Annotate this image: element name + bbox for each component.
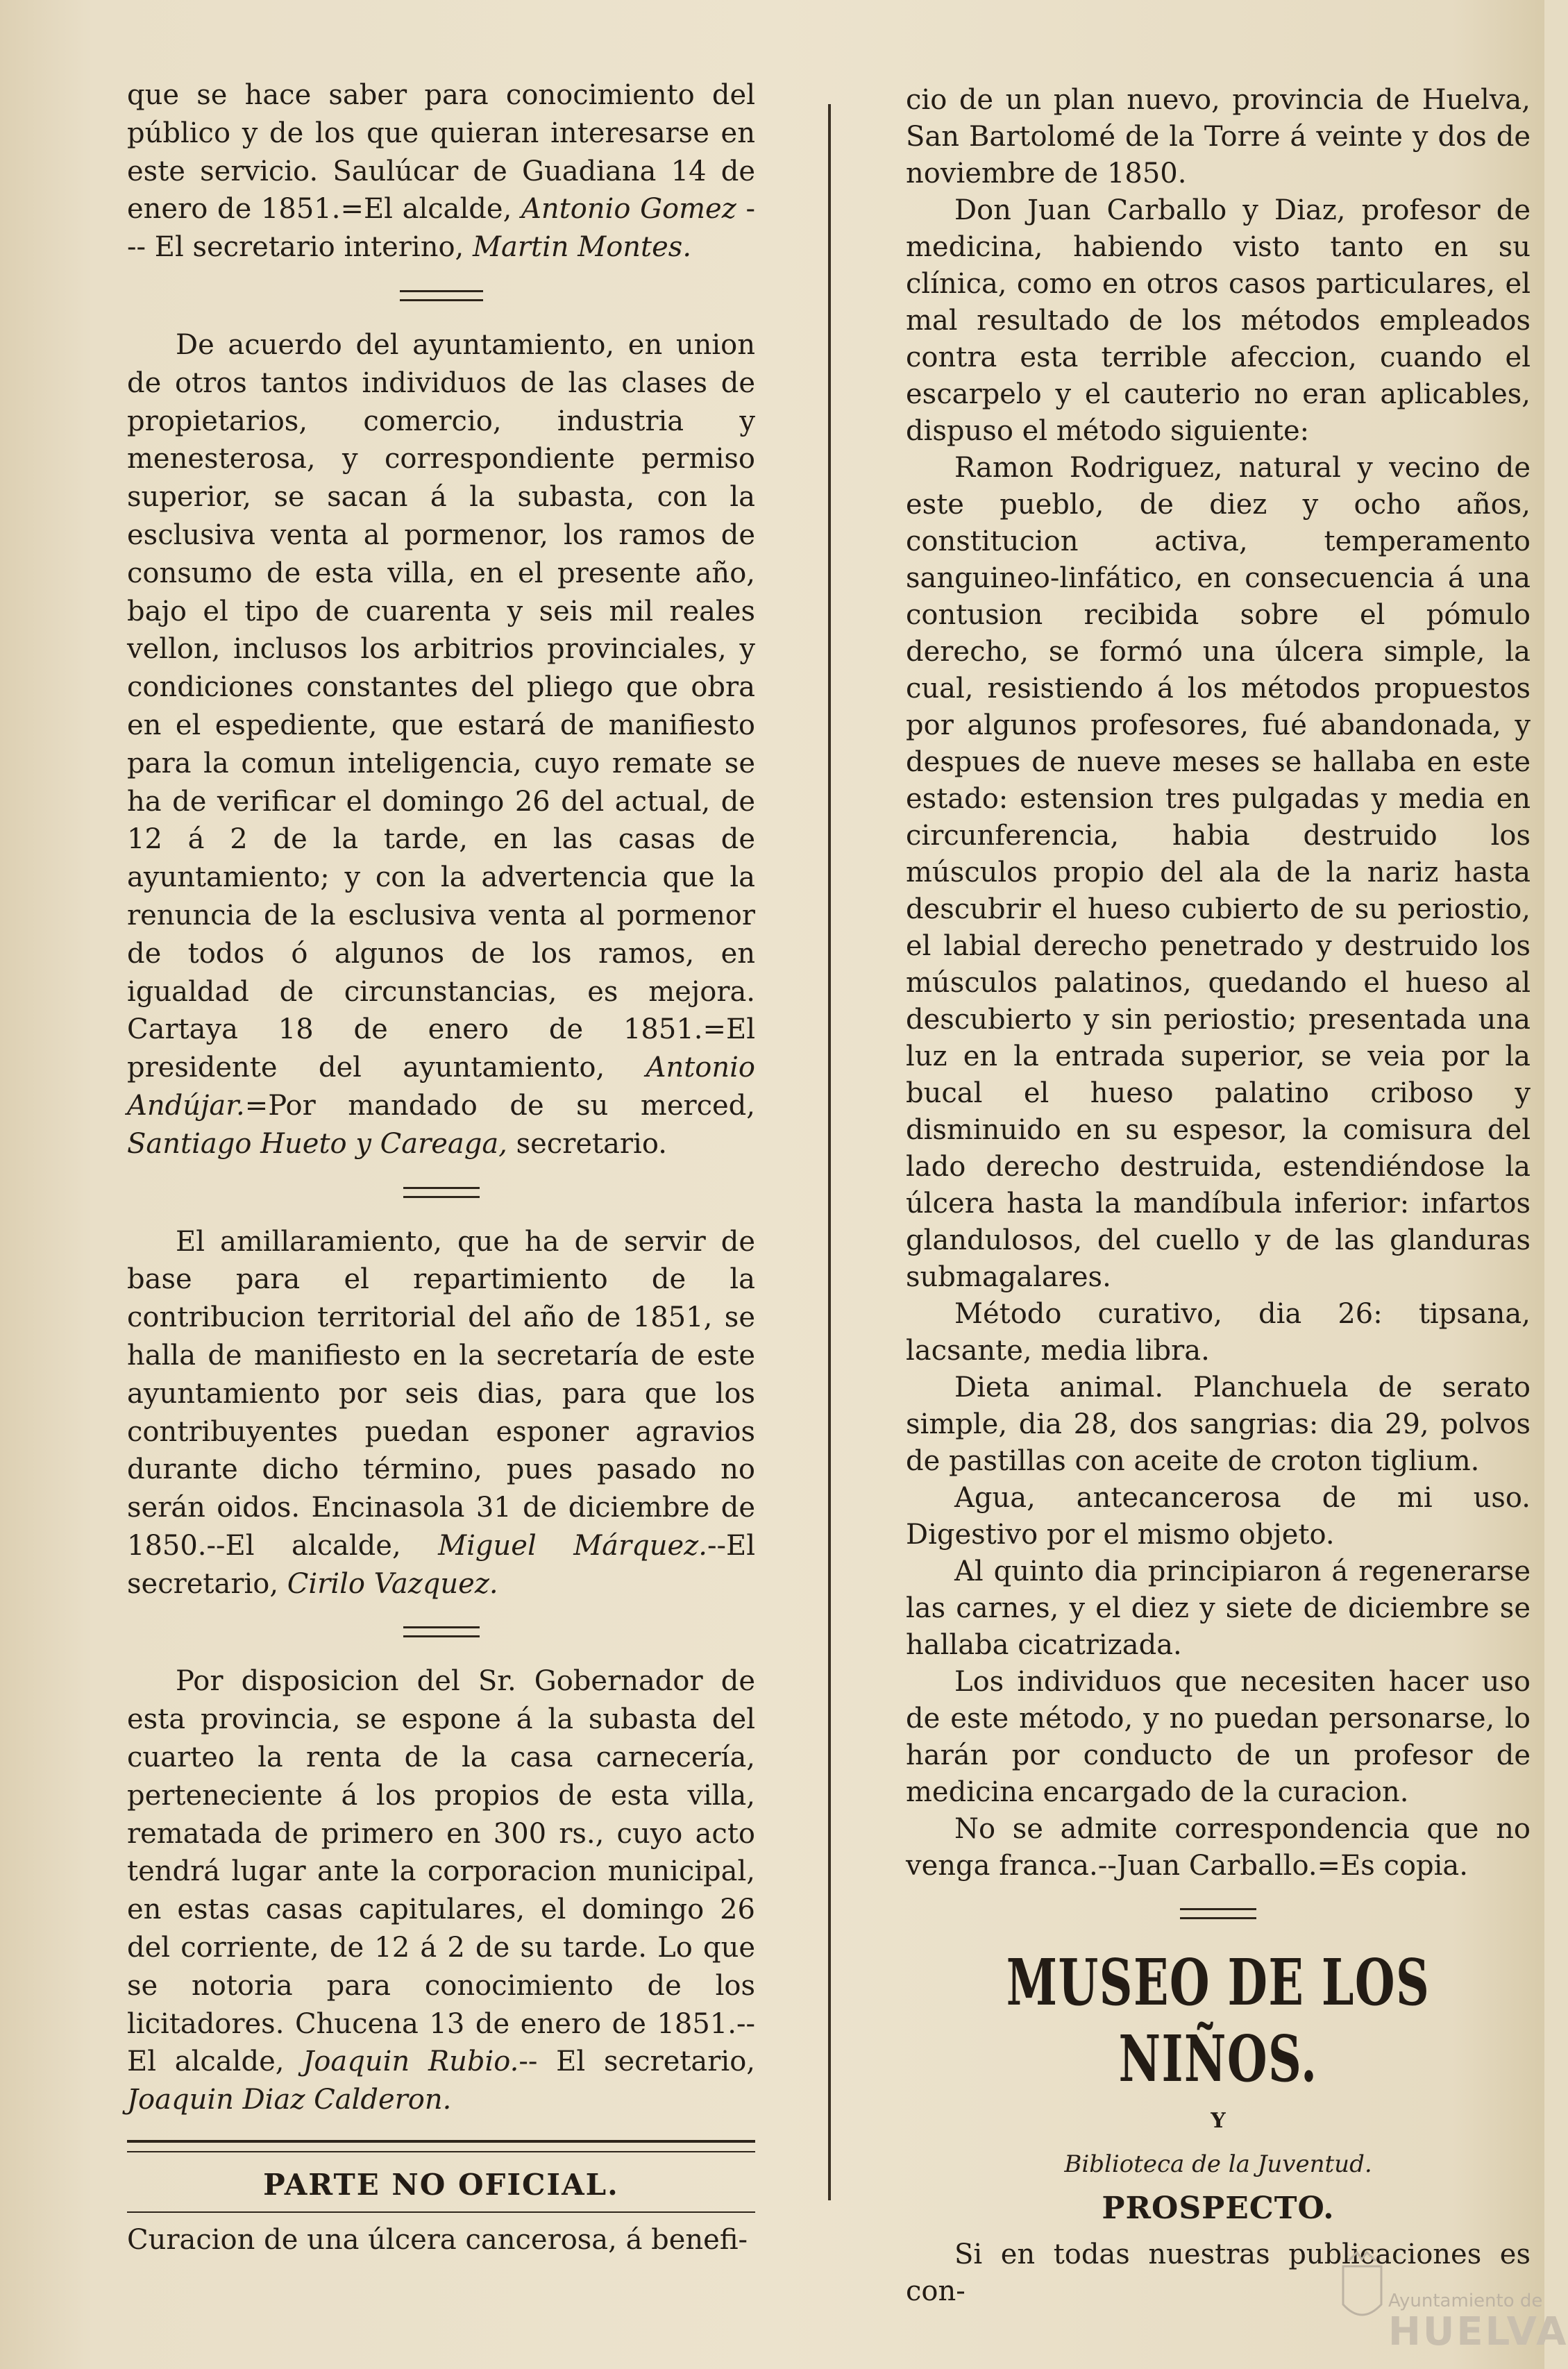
- right-column: [906, 82, 1531, 2310]
- article-paragraph: No se admite correspondencia que no venga franca.--Juan Carballo.=Es copia.: [906, 1813, 1531, 1882]
- masthead-conjunction: Y: [1211, 2109, 1226, 2133]
- section-divider: [127, 2140, 755, 2152]
- prospectus-opening: Si en todas nuestras publicaciones es con-: [906, 2239, 1531, 2307]
- signature-alcalde: Joaquin Rubio.: [303, 2046, 519, 2078]
- article-paragraph: Al quinto dia principiaron á regenerarse las carnes, y el diez y siete de diciembre se hallaba cicatrizada.: [906, 1556, 1531, 1661]
- signature-alcalde: Antonio Gomez: [521, 193, 736, 226]
- section-rule: [127, 2211, 755, 2213]
- notice-chucena-text: Por disposicion del Sr. Gobernador de esta provincia, se espone á la subasta del cuarteo la renta de la casa carnecería, perteneciente á los propios de esta villa, rematada de primero en 300 rs., cuyo acto tendrá lugar ante la corporacion municipal, en estas casas capitulares, el domingo 26 del corriente, de 12 á 2 de su tarde. Lo que se notoria para conocimiento de los licitadores. Chucena 13 de enero de 1851.--El alcalde,: [127, 1665, 755, 2078]
- separator-ornament: [1180, 1908, 1256, 1919]
- signature-secretario: Martin Montes.: [472, 231, 692, 264]
- notice-cartaya-text: De acuerdo del ayuntamiento, en union de otros tantos individuos de las clases de propietarios, comercio, industria y menesterosa, y correspondiente permiso superior, se sacan á la subasta, con la esclusiva venta al pormenor, los ramos de consumo de esta villa, en el presente año, bajo el tipo de cuarenta y seis mil reales vellon, inclusos los arbitrios provinciales, y condiciones constantes del pliego que obra en el espediente, que estará de manifiesto para la comun inteligencia, cuyo remate se ha de verificar el domingo 26 del actual, de 12 á 2 de la tarde, en las casas de ayuntamiento; y con la advertencia que la renuncia de la esclusiva venta al pormenor de todos ó algunos de los ramos, en igualdad de circunstancias, es mejora. Cartaya 18 de enero de 1851.=El presidente del ayuntamiento,: [127, 328, 755, 1084]
- separator-ornament: [400, 290, 483, 301]
- notice-encinasola: [127, 1223, 755, 1603]
- signature-secretario: Cirilo Vazquez.: [287, 1567, 498, 1600]
- notice-encinasola-text: El amillaramiento, que ha de servir de base para el repartimiento de la contribucion territorial del año de 1851, se halla de manifiesto en la secretaría de este ayuntamiento por seis dias, para que los contribuyentes puedan esponer agravios durante dicho término, pues pasado no serán oidos. Encinasola 31 de diciembre de 1850.--El alcalde,: [127, 1225, 755, 1562]
- article-paragraph: Los individuos que necesiten hacer uso de este método, y no puedan personarse, lo harán por conducto de un profesor de medicina encargado de la curacion.: [906, 1666, 1531, 1808]
- notice-saulucar: [127, 76, 755, 267]
- article-paragraph: Dieta animal. Planchuela de serato simple, dia 28, dos sangrias: dia 29, polvos de pastillas con aceite de croton tiglium.: [906, 1372, 1531, 1477]
- notice-cartaya-end: secretario.: [516, 1127, 667, 1160]
- notice-cartaya-mid: =Por mandado de su merced,: [244, 1089, 755, 1122]
- left-column: [127, 76, 755, 2259]
- notice-cartaya: [127, 326, 755, 1163]
- archive-watermark: [1388, 2291, 1568, 2353]
- signature-presidente: Antonio Andújar.: [127, 1052, 756, 1122]
- separator-ornament: [403, 1187, 480, 1198]
- notice-saulucar-text: que se hace saber para conocimiento del público y de los que quieran interesarse en este servicio. Saulúcar de Guadiana 14 de enero de 1851.=El alcalde,: [127, 79, 755, 226]
- notice-saulucar-mid: --- El secretario interino,: [127, 193, 755, 264]
- article-paragraph: Ramon Rodriguez, natural y vecino de este pueblo, de diez y ocho años, constitucion activa, temperamento sanguineo-linfático, en consecuencia á una contusion recibida sobre el pómulo derecho, se formó una úlcera simple, la cual, resistiendo á los métodos propuestos por algunos profesores, fué abandonada, y despues de nueve meses se hallaba en este estado: estension tres pulgadas y media en circunferencia, habia destruido los músculos propio del ala de la nariz hasta descubrir el hueso cubierto de su periostio, el labial derecho penetrado y destruido los músculos palatinos, quedando el hueso al descubierto y sin periostio; presentada una luz en la entrada superior, se veia por la bucal el hueso palatino criboso y disminuido en su espesor, la comisura del lado derecho destruida, estendiéndose la úlcera hasta la mandíbula inferior: infartos glandulosos, del cuello y de las glanduras submagalares.: [906, 452, 1531, 1293]
- signature-alcalde: Miguel Márquez.: [438, 1529, 707, 1562]
- prospectus-heading: PROSPECTO.: [1102, 2191, 1335, 2226]
- signature-secretario: Joaquin Diaz Calderon.: [127, 2084, 452, 2116]
- column-divider: [828, 104, 831, 2200]
- article-paragraph: Don Juan Carballo y Diaz, profesor de medicina, habiendo visto tanto en su clínica, como en otros casos particulares, el mal resultado de los métodos empleados contra esta terrible afeccion, cuando el escarpelo y el cauterio no eran aplicables, dispuso el método siguiente:: [906, 194, 1531, 447]
- masthead-title: MUSEO DE LOS NIÑOS.: [1006, 1945, 1431, 2096]
- masthead-subtitle: Biblioteca de la Juventud.: [1064, 2150, 1372, 2178]
- notice-encinasola-mid: --El secretario,: [127, 1529, 755, 1600]
- notice-chucena: [127, 1662, 755, 2119]
- watermark-small-text: Ayuntamiento de: [1388, 2291, 1543, 2311]
- article-paragraph: Método curativo, dia 26: tipsana, lacsante, media libra.: [906, 1298, 1531, 1367]
- article-paragraph: Agua, antecancerosa de mi uso. Digestivo por el mismo objeto.: [906, 1482, 1531, 1551]
- watermark-city-text: HUELVA: [1388, 2309, 1568, 2354]
- section-title: PARTE NO OFICIAL.: [263, 2168, 619, 2202]
- separator-ornament: [403, 1626, 480, 1637]
- notice-chucena-mid: -- El secretario,: [519, 2046, 755, 2078]
- signature-secretario: Santiago Hueto y Careaga,: [127, 1127, 507, 1160]
- article-opening: Curacion de una úlcera cancerosa, á benefi-: [127, 2223, 748, 2256]
- article-continuation: cio de un plan nuevo, provincia de Huelva, San Bartolomé de la Torre á veinte y dos de noviembre de 1850.: [906, 84, 1531, 189]
